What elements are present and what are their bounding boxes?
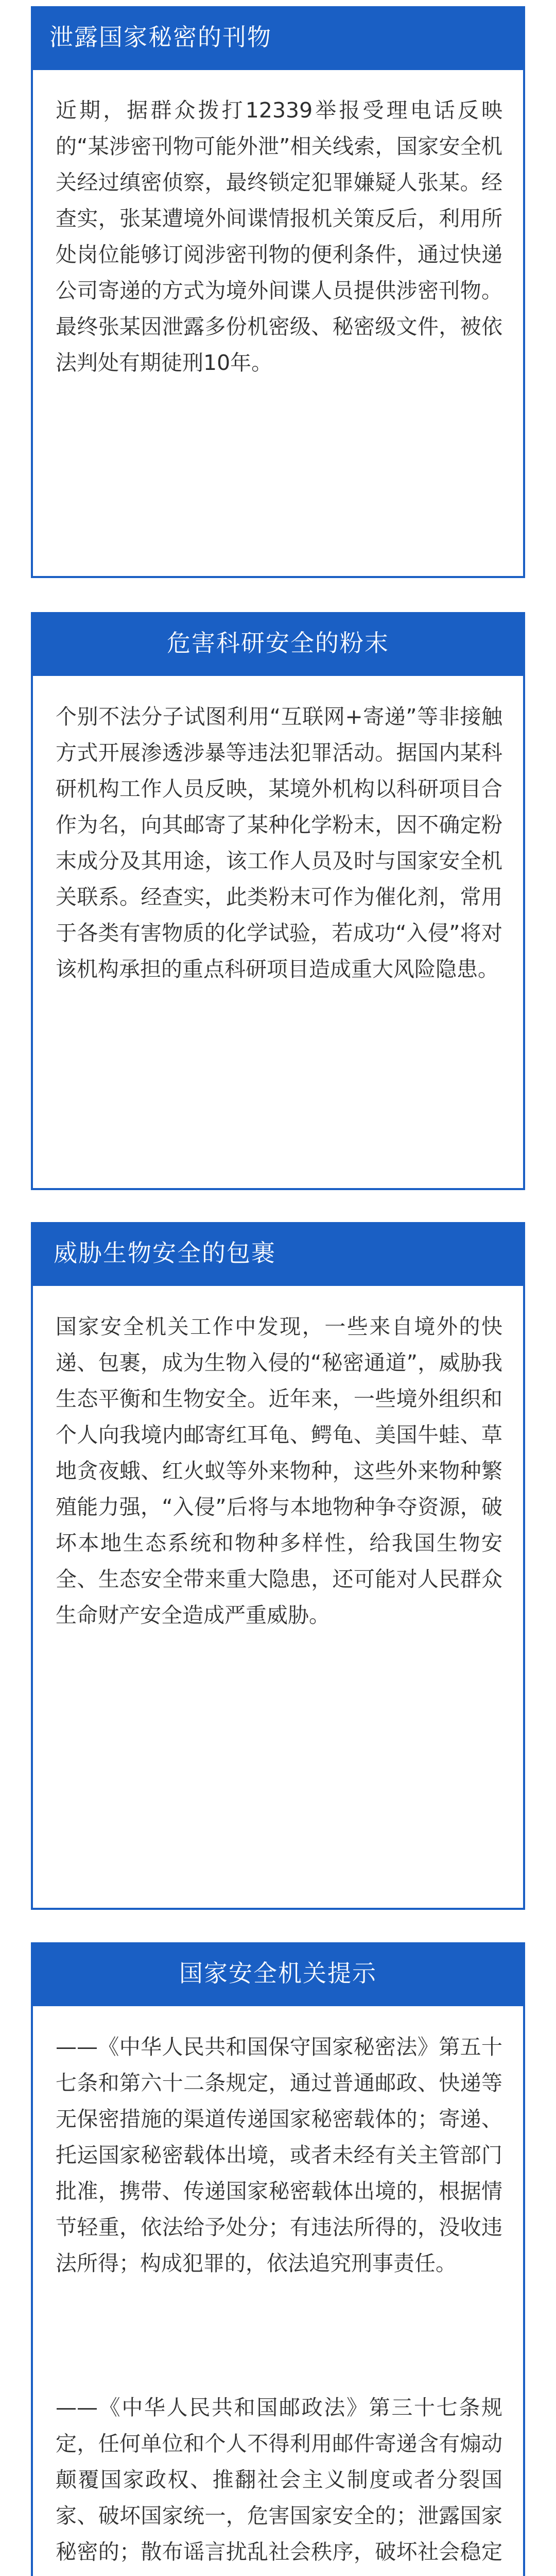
section-research-powder bbox=[31, 612, 525, 1190]
section-paragraph: 个别不法分子试图利用“互联网+寄递”等非接触方式开展渗透涉暴等违法犯罪活动。据国内某科研机构工作人员反映，某境外机构以科研项目合作为名，向其邮寄了某种化学粉末，因不确定粉末成分及其用途，该工作人员及时与国家安全机关联系。经查实，此类粉末可作为催化剂，常用于各类有害物质的化学试验，若成功“入侵”将对该机构承担的重点科研项目造成重大风险隐患。 bbox=[56, 704, 502, 981]
section-title: 危害科研安全的粉末 bbox=[167, 629, 389, 657]
section-header bbox=[31, 612, 525, 674]
section-body bbox=[31, 674, 525, 1190]
section-header bbox=[31, 6, 525, 68]
section-paragraph: 近期，据群众拨打12339举报受理电话反映的“某涉密刊物可能外泄”相关线索，国家安全机关经过缜密侦察，最终锁定犯罪嫌疑人张某。经查实，张某遭境外间谍情报机关策反后，利用所处岗位能够订阅涉密刊物的便利条件，通过快递公司寄递的方式为境外间谍人员提供涉密刊物。最终张某因泄露多份机密级、秘密级文件，被依法判处有期徒刑10年。 bbox=[56, 98, 502, 375]
section-title: 威胁生物安全的包裹 bbox=[54, 1239, 276, 1267]
section-header bbox=[31, 1942, 525, 2004]
section-paragraph: ——《中华人民共和国保守国家秘密法》第五十七条和第六十二条规定，通过普通邮政、快递等无保密措施的渠道传递国家秘密载体的；寄递、托运国家秘密载体出境，或者未经有关主管部门批准，携带、传递国家秘密载体出境的，根据情节轻重，依法给予处分；有违法所得的，没收违法所得；构成犯罪的，依法追究刑事责任。 bbox=[56, 2035, 502, 2276]
section-security-notice bbox=[31, 1942, 525, 2576]
section-paragraph: ——《中华人民共和国邮政法》第三十七条规定，任何单位和个人不得利用邮件寄递含有煽动颠覆国家政权、推翻社会主义制度或者分裂国家、破坏国家统一，危害国家安全的；泄露国家秘密的；散布谣言扰乱社会秩序，破坏社会稳定 bbox=[56, 2395, 502, 2564]
section-leaked-publication bbox=[31, 6, 525, 578]
section-title: 国家安全机关提示 bbox=[179, 1959, 377, 1987]
section-paragraph: 国家安全机关工作中发现，一些来自境外的快递、包裹，成为生物入侵的“秘密通道”，威胁我生态平衡和生物安全。近年来，一些境外组织和个人向我境内邮寄红耳龟、鳄龟、美国牛蛙、草地贪夜蛾、红火蚁等外来物种，这些外来物种繁殖能力强，“入侵”后将与本地物种争夺资源，破坏本地生态系统和物种多样性，给我国生物安全、生态安全带来重大隐患，还可能对人民群众生命财产安全造成严重威胁。 bbox=[56, 1314, 502, 1628]
section-body bbox=[31, 68, 525, 578]
section-header bbox=[31, 1222, 525, 1284]
section-biosecurity-package bbox=[31, 1222, 525, 1910]
section-body bbox=[31, 1284, 525, 1910]
section-body bbox=[31, 2004, 525, 2576]
section-title: 泄露国家秘密的刊物 bbox=[49, 23, 272, 51]
